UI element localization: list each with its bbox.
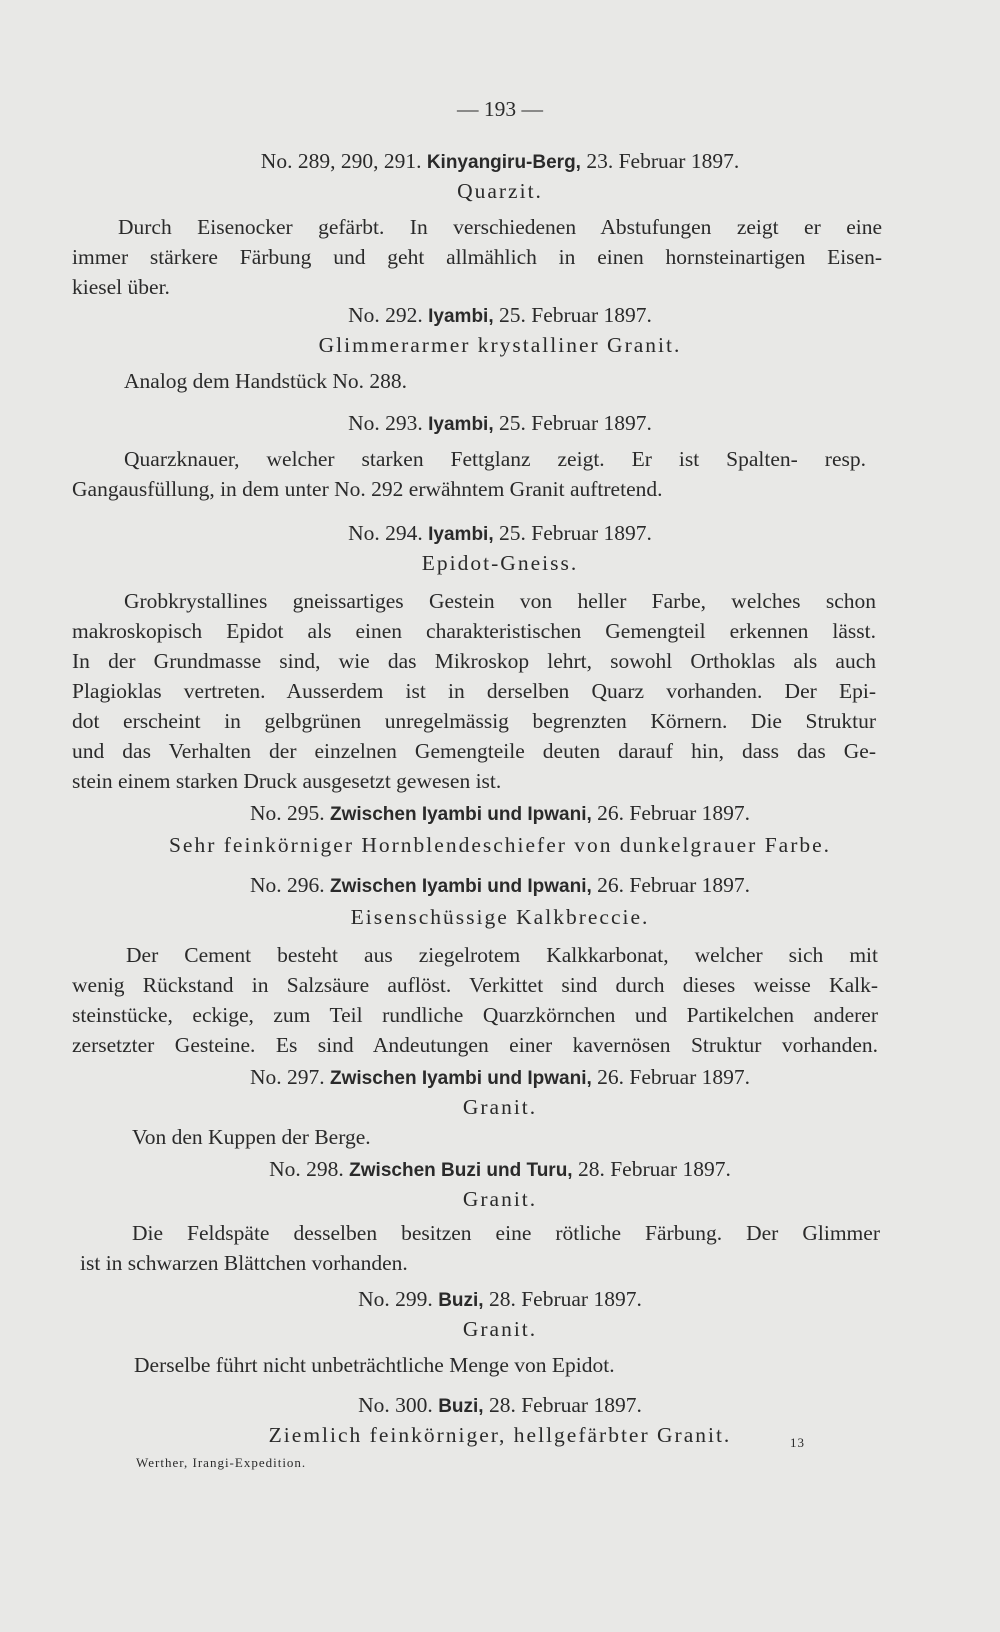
paragraph-line: kiesel über. [72, 275, 170, 299]
entry-date: 25. Februar 1897. [499, 411, 652, 435]
entry-number: No. 292. [348, 303, 423, 327]
entry-heading [60, 800, 940, 828]
entry-heading [60, 148, 940, 176]
entry-date: 23. Februar 1897. [586, 149, 740, 173]
entry-heading [60, 1064, 940, 1092]
paragraph-line: In der Grundmasse sind, wie das Mikroskop lehrt, sowohl Orthoklas als auch [72, 649, 876, 673]
entry-place: Zwischen Iyambi und Ipwani, [329, 1068, 592, 1089]
entry-place: Zwischen Buzi und Turu, [349, 1160, 573, 1181]
footer-author: Werther, Irangi-Expedition. [136, 1455, 307, 1470]
entry-place: Buzi, [438, 1290, 484, 1311]
paragraph-line: Grobkrystallines gneissartiges Gestein von heller Farbe, welches schon [124, 589, 876, 613]
paragraph-line: Analog dem Handstück No. 288. [124, 369, 408, 393]
entry-number: No. 296. [249, 873, 325, 897]
signature-mark: 13 [790, 1435, 805, 1450]
entry-number: No. 299. [358, 1287, 433, 1311]
entry-date: 28. Februar 1897. [488, 1393, 642, 1417]
entry-place: Zwischen Iyambi und Ipwani, [329, 876, 592, 897]
paragraph-line: stein einem starken Druck ausgesetzt gewesen ist. [72, 769, 502, 793]
entry-heading [60, 302, 940, 330]
paragraph-line: Gangausfüllung, in dem unter No. 292 erwähntem Granit auftretend. [72, 477, 663, 501]
entry-heading [60, 410, 940, 438]
paragraph-line: makroskopisch Epidot als einen charakteristischen Gemengteil erkennen lässt. [72, 619, 876, 643]
paragraph-line: Durch Eisenocker gefärbt. In verschiedenen Abstufungen zeigt er eine [118, 215, 882, 239]
entry-date: 28. Februar 1897. [488, 1287, 642, 1311]
paragraph-line: wenig Rückstand in Salzsäure auflöst. Verkittet sind durch dieses weisse Kalk- [72, 973, 878, 997]
entry-heading [60, 1392, 940, 1420]
entry-date: 26. Februar 1897. [597, 873, 751, 897]
paragraph-line: Die Feldspäte desselben besitzen eine rötliche Färbung. Der Glimmer [132, 1221, 880, 1245]
entry-place: Iyambi, [428, 306, 494, 327]
entry-heading [60, 1286, 940, 1314]
rock-name: Quarzit. [457, 179, 543, 203]
rock-name: Epidot-Gneiss. [421, 551, 579, 575]
paragraph-line: ist in schwarzen Blättchen vorhanden. [80, 1251, 408, 1275]
entry-heading [60, 872, 940, 900]
entry-heading [60, 1156, 940, 1184]
page-number: — 193 — [457, 97, 543, 121]
paragraph-line: Quarzknauer, welcher starken Fettglanz zeigt. Er ist Spalten- resp. [124, 447, 866, 471]
paragraph-line: Der Cement besteht aus ziegelrotem Kalkkarbonat, welcher sich mit [126, 943, 878, 967]
entry-date: 26. Februar 1897. [597, 801, 751, 825]
entry-place: Iyambi, [428, 414, 494, 435]
paragraph-line: Von den Kuppen der Berge. [132, 1125, 371, 1149]
entry-place: Zwischen Iyambi und Ipwani, [329, 804, 592, 825]
paragraph-line: Plagioklas vertreten. Ausserdem ist in derselben Quarz vorhanden. Der Epi- [72, 679, 876, 703]
entry-number: No. 289, 290, 291. [260, 149, 422, 173]
paragraph-line: zersetzter Gesteine. Es sind Andeutungen einer kavernösen Struktur vorhanden. [72, 1033, 878, 1057]
entry-date: 25. Februar 1897. [499, 521, 652, 545]
paragraph-line: Derselbe führt nicht unbeträchtliche Menge von Epidot. [134, 1353, 615, 1377]
entry-number: No. 293. [348, 411, 423, 435]
paragraph-line: und das Verhalten der einzelnen Gemengteile deuten darauf hin, dass das Ge- [72, 739, 876, 763]
entry-place: Iyambi, [428, 524, 494, 545]
rock-name: Granit. [462, 1095, 538, 1119]
entry-number: No. 294. [348, 521, 423, 545]
entry-heading [60, 520, 940, 548]
paragraph-line: immer stärkere Färbung und geht allmählich in einen hornsteinartigen Eisen- [72, 245, 882, 269]
paragraph-line: steinstücke, eckige, zum Teil rundliche Quarzkörnchen und Partikelchen anderer [72, 1003, 878, 1027]
rock-name: Glimmerarmer krystalliner Granit. [318, 333, 682, 357]
entry-place: Buzi, [438, 1396, 484, 1417]
entry-number: No. 297. [249, 1065, 325, 1089]
entry-date: 26. Februar 1897. [597, 1065, 751, 1089]
paragraph-line: dot erscheint in gelbgrünen unregelmässig begrenzten Körnern. Die Struktur [72, 709, 876, 733]
rock-name: Ziemlich feinkörniger, hellgefärbter Granit. [268, 1423, 732, 1447]
entry-number: No. 298. [269, 1157, 344, 1181]
entry-number: No. 300. [358, 1393, 433, 1417]
rock-name: Sehr feinkörniger Hornblendeschiefer von dunkelgrauer Farbe. [168, 833, 832, 857]
entry-date: 25. Februar 1897. [499, 303, 652, 327]
rock-name: Eisenschüssige Kalkbreccie. [350, 905, 650, 929]
entry-date: 28. Februar 1897. [577, 1157, 731, 1181]
rock-name: Granit. [462, 1187, 538, 1211]
rock-name: Granit. [462, 1317, 538, 1341]
entry-number: No. 295. [249, 801, 325, 825]
entry-place: Kinyangiru-Berg, [426, 152, 581, 173]
